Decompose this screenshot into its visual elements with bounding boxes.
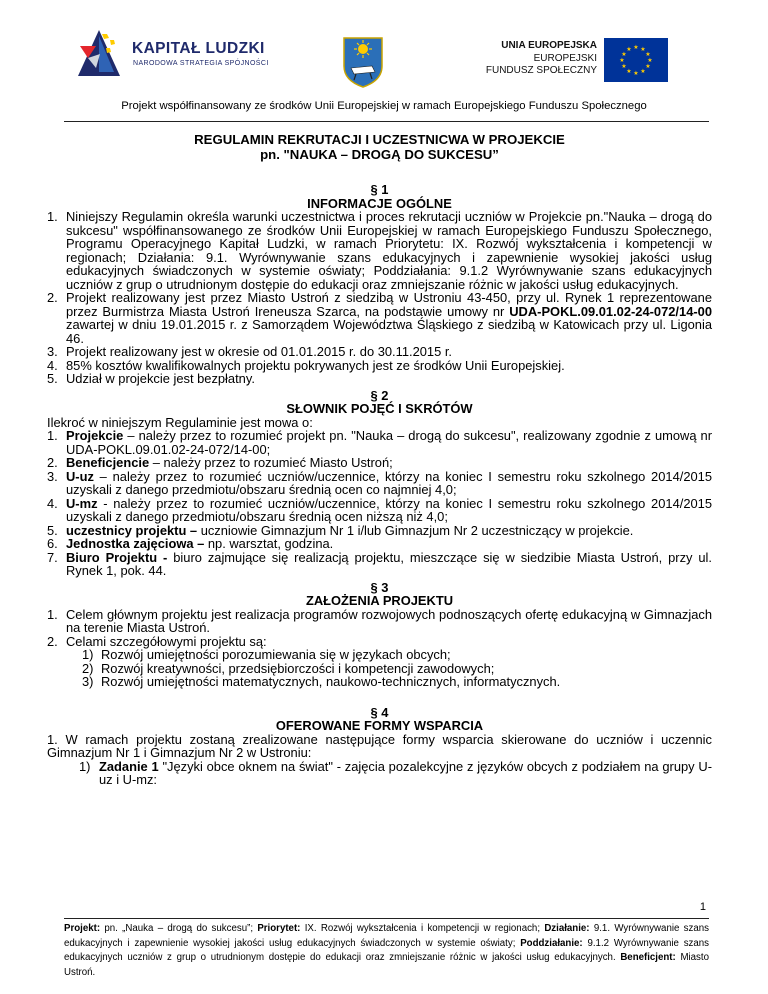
list-item: 1. Niniejszy Regulamin określa warunki uczestnictwa i proces rekrutacji uczniów w Projekcie pn."Nauka – drogą do sukcesu" współfinansowanego ze środków Unii Europejskiej w ramach Europejskiego Funduszu Społecznego, Programu Operacyjnego Kapitał Ludzki, w ramach Priorytetu: IX. Rozwój wykształcenia i kompetencji w regionach; Działania: 9.1. Wyrównywanie szans edukacyjnych i zapewnienie wysokiej jakości usług edukacyjnych świadczonych w systemie oświaty; Poddziałania: 9.1.2 Wyrównywanie szans edukacyjnych uczniów z grup o utrudnionym dostępie do edukacji oraz zmniejszanie różnic w jakości usług edukacyjnych.	[47, 209, 712, 292]
svg-text:★: ★	[647, 57, 653, 64]
eu-name: UNIA EUROPEJSKA	[501, 40, 597, 51]
document-title: REGULAMIN REKRUTACJI I UCZESTNICWA W PROJEKCIE	[194, 132, 565, 147]
section-1-title: INFORMACJE OGÓLNE	[307, 195, 452, 211]
svg-text:★: ★	[633, 44, 639, 51]
document-subtitle: pn. "NAUKA – DROGĄ DO SUKCESU”	[260, 146, 499, 162]
svg-text:★: ★	[626, 46, 632, 53]
section-2-intro: Ilekroć w niniejszym Regulaminie jest mowa o:	[47, 414, 313, 430]
section-2-list	[47, 429, 712, 578]
kapital-ludzki-title: KAPITAŁ LUDZKI	[132, 40, 265, 57]
task-1: 1) Zadanie 1 "Języki obce oknem na świat" - zajęcia pozalekcyjne z języków obcych z podziałem na grupy U-uz i U-mz:	[79, 758, 712, 787]
regulation-document	[47, 133, 712, 787]
cofinancing-note: Projekt współfinansowany ze środków Unii Europejskiej w ramach Europejskiego Funduszu Społecznego	[121, 100, 647, 112]
objective-item: 1) Rozwój umiejętności porozumiewania się w językach obcych;	[82, 647, 451, 662]
section-3-mark: § 3	[370, 579, 389, 595]
list-item: 1. Celem głównym projektu jest realizacja programów rozwojowych podnoszących ofertę edukacyjną w Gimnazjach na terenie Miasta Ustroń.	[47, 606, 712, 635]
section-3-list	[47, 608, 712, 689]
svg-text:★: ★	[645, 51, 651, 58]
section-4-title: OFEROWANE FORMY WSPARCIA	[275, 718, 484, 733]
svg-text:★: ★	[619, 57, 625, 64]
page-header	[0, 0, 768, 96]
kapital-ludzki-emblem-icon	[76, 28, 122, 78]
list-item: 2. Projekt realizowany jest przez Miasto Ustroń z siedzibą w Ustroniu 43-450, przy ul. Rynek 1 reprezentowane przez Burmistrza Miasta Ustroń Ireneusza Szarca, na podstawie umowy nr UDA-POKL.09.01.02-24-072/14-00 zawartej w dniu 19.01.2015 r. z Samorządem Województwa Śląskiego z siedzibą w Katowicach przy ul. Ligonia 46.	[47, 290, 712, 346]
svg-text:★: ★	[640, 68, 646, 75]
header-divider	[64, 121, 709, 122]
section-4-paragraph: 1. W ramach projektu zostaną zrealizowane następujące formy wsparcia skierowane do uczniów i uczennic Gimnazjum Nr 1 i Gimnazjum Nr 2 w Ustroniu:	[47, 731, 712, 760]
list-item: 5. Udział w projekcie jest bezpłatny.	[47, 371, 255, 386]
kapital-ludzki-logo	[76, 28, 276, 78]
definition-item: 4. U-mz - należy przez to rozumieć uczniów/uczennice, którzy na koniec I semestru roku szkolnego 2014/2015 uzyskali z danego przedmiotu/obszaru średnią ocen niższą niż 4,0;	[47, 495, 712, 524]
list-item: 3. Projekt realizowany jest w okresie od 01.01.2015 r. do 30.11.2015 r.	[47, 344, 452, 359]
svg-text:★: ★	[626, 68, 632, 75]
svg-text:★: ★	[621, 63, 627, 70]
svg-text:★: ★	[640, 46, 646, 53]
definition-item: 3. U-uz – należy przez to rozumieć uczniów/uczennice, którzy na koniec I semestru roku szkolnego 2014/2015 uzyskali z danego przedmiotu/obszaru średnią ocen co najmniej 4,0;	[47, 468, 712, 497]
page-footer: Projekt: pn. „Nauka – drogą do sukcesu”; Priorytet: IX. Rozwój wykształcenia i kompetencji w regionach; Działanie: 9.1. Wyrównywanie szans edukacyjnych i zapewnienie wysokiej jakości usług edukacyjnych świadczonych w systemie oświaty; Poddziałanie: 9.1.2 Wyrównywanie szans edukacyjnych uczniów z grup o utrudnionym dostępie do edukacji oraz zmniejszanie różnic w jakości usług edukacyjnych. Beneficjent: Miasto Ustroń.	[64, 923, 710, 978]
section-4-mark: § 4	[370, 704, 389, 720]
definition-item: 7. Biuro Projektu - biuro zajmujące się realizacją projektu, mieszczące się w siedzibie Miasta Ustroń, przy ul. Rynek 1, pok. 44.	[47, 549, 712, 578]
objectives-list	[66, 648, 712, 689]
eu-flag-icon	[604, 38, 668, 82]
page-number: 1	[699, 901, 706, 913]
contract-number: UDA-POKL.09.01.02-24-072/14-00	[509, 303, 712, 319]
ustron-crest-icon	[342, 36, 384, 88]
section-2-title: SŁOWNIK POJĘĆ I SKRÓTÓW	[286, 401, 473, 416]
svg-text:★: ★	[633, 70, 639, 77]
definition-item: 2. Beneficjencie – należy przez to rozumieć Miasto Ustroń;	[47, 455, 393, 470]
section-1-list	[47, 210, 712, 386]
definition-item: 6. Jednostka zajęciowa – np. warsztat, godzina.	[47, 536, 334, 551]
list-item: 4. 85% kosztów kwalifikowalnych projektu pokrywanych jest ze środków Unii Europejskiej.	[47, 357, 565, 373]
efs-line2: FUNDUSZ SPOŁECZNY	[485, 65, 597, 76]
svg-text:★: ★	[621, 51, 627, 58]
definition-item: 1. Projekcie – należy przez to rozumieć projekt pn. "Nauka – drogą do sukcesu", realizowany zgodnie z umową nr UDA-POKL.09.01.02-24-072/14-00;	[47, 428, 712, 457]
section-3-title: ZAŁOŻENIA PROJEKTU	[305, 593, 454, 608]
svg-text:★: ★	[645, 63, 651, 70]
kapital-ludzki-subtitle: NARODOWA STRATEGIA SPÓJNOŚCI	[133, 60, 269, 67]
eu-text-block	[463, 40, 597, 78]
section-2-mark: § 2	[370, 387, 389, 403]
objective-item: 3) Rozwój umiejętności matematycznych, naukowo-technicznych, informatycznych.	[82, 674, 561, 689]
section-1-mark: § 1	[370, 182, 389, 197]
footer-divider	[64, 918, 709, 919]
definition-item: 5. uczestnicy projektu – uczniowie Gimnazjum Nr 1 i/lub Gimnazjum Nr 2 uczestniczący w projekcie.	[47, 522, 634, 538]
objective-item: 2) Rozwój kreatywności, przedsiębiorczości i kompetencji zawodowych;	[82, 660, 495, 676]
list-item: 2. Celami szczegółowymi projektu są: 1) Rozwój umiejętności porozumiewania się w językach obcych; 2) Rozwój kreatywności, przedsiębiorczości i kompetencji zawodowych; 3) Rozwój umiejętności matematycznych, naukowo-technicznych, informatycznych.	[66, 635, 712, 689]
efs-line1: EUROPEJSKI	[533, 52, 597, 64]
